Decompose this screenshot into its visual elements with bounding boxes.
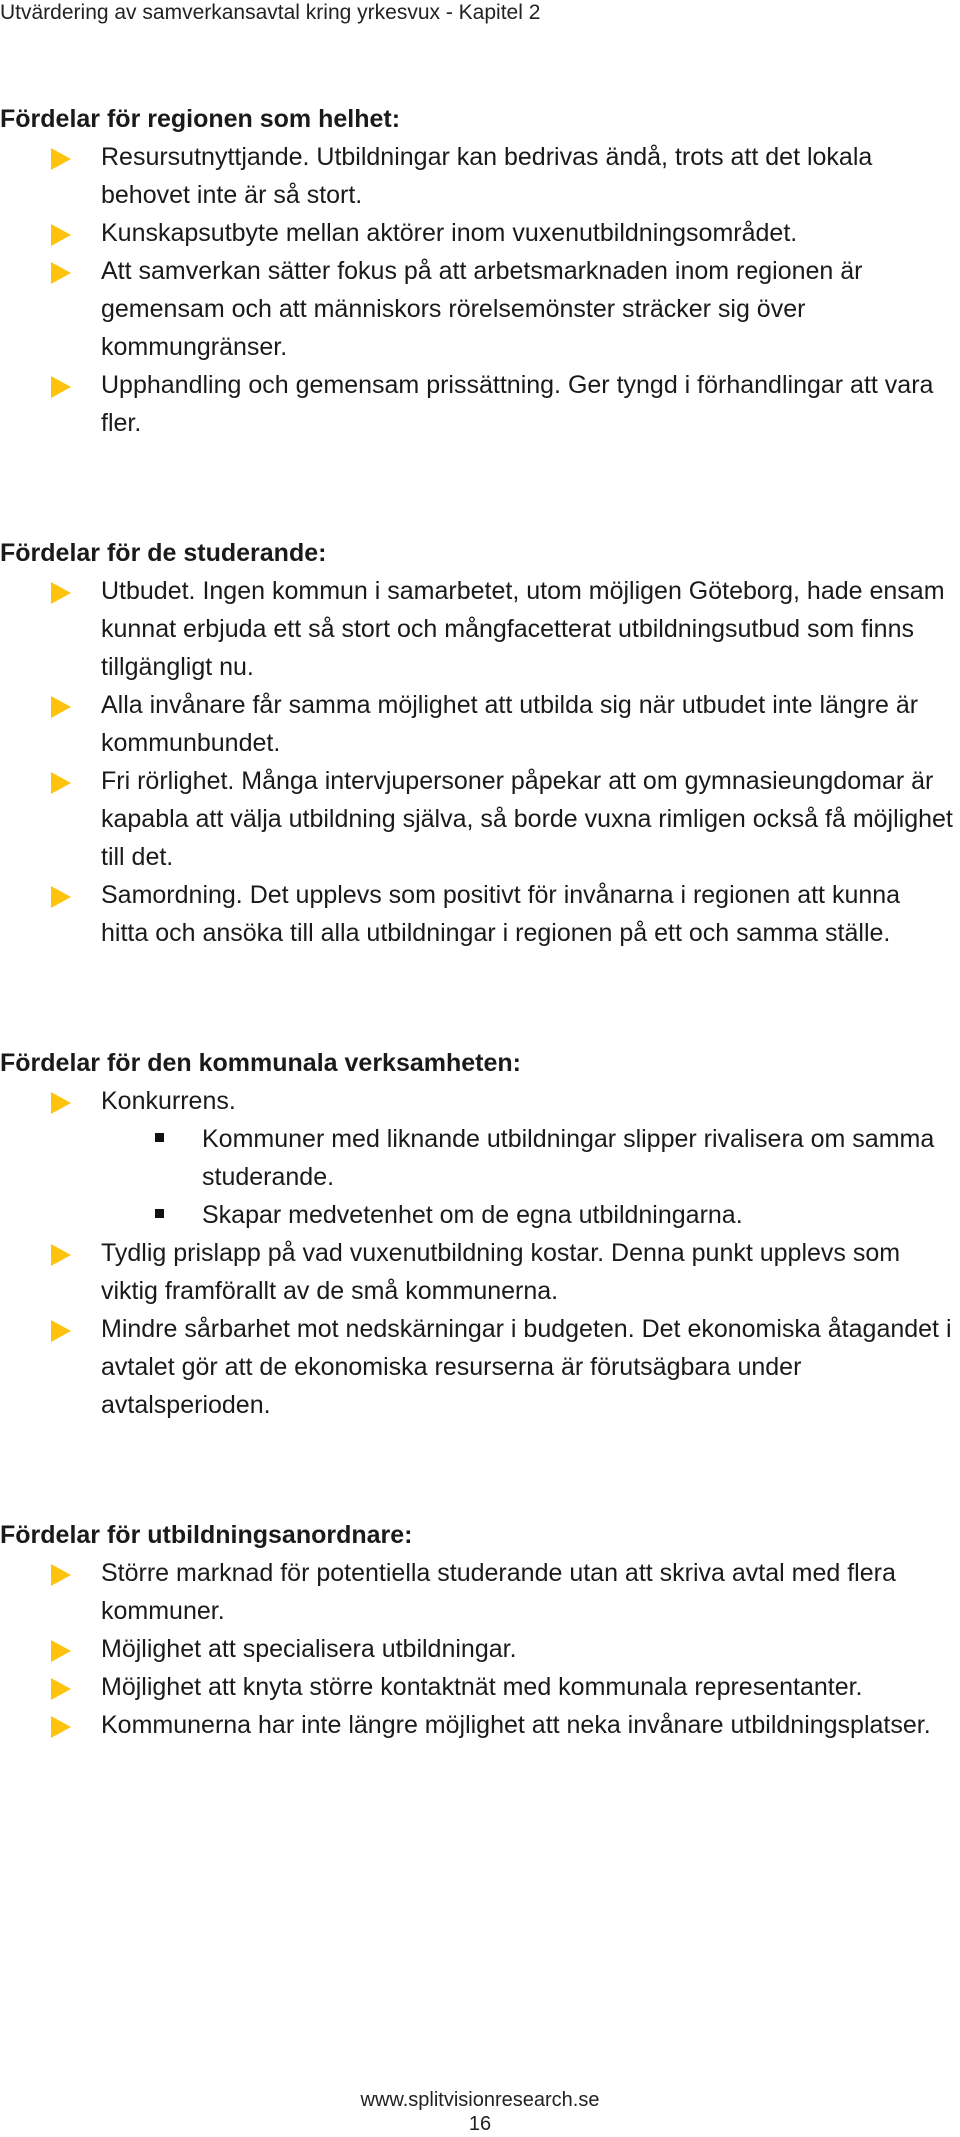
sub-list-item: [101, 1120, 954, 1196]
list-item-text: Resursutnyttjande. Utbildningar kan bedrivas ändå, trots att det lokala behovet inte är så stort.: [101, 143, 873, 209]
triangle-right-icon: [51, 1320, 71, 1342]
list-item-text: Kunskapsutbyte mellan aktörer inom vuxenutbildningsområdet.: [101, 219, 798, 247]
list-item: [0, 1630, 960, 1668]
list-item: [0, 1706, 960, 1744]
triangle-right-icon: [51, 582, 71, 604]
triangle-right-icon: [51, 1244, 71, 1266]
list-item: [0, 1234, 960, 1310]
square-bullet-icon: [155, 1209, 164, 1218]
list-item-text: Fri rörlighet. Många intervjupersoner påpekar att om gymnasieungdomar är kapabla att välja utbildning själva, så borde vuxna rimligen också få möjlighet till det.: [101, 767, 953, 871]
list-item-text: Utbudet. Ingen kommun i samarbetet, utom möjligen Göteborg, hade ensam kunnat erbjuda ett så stort och mångfacetterat utbildningsutbud som finns tillgängligt nu.: [101, 577, 945, 681]
triangle-right-icon: [51, 376, 71, 398]
triangle-right-icon: [51, 1564, 71, 1586]
list-item: [0, 876, 960, 952]
section-heading: Fördelar för regionen som helhet:: [0, 105, 401, 133]
list-item-text: Upphandling och gemensam prissättning. Ger tyngd i förhandlingar att vara fler.: [101, 371, 934, 437]
list-item: [0, 214, 960, 252]
bullet-list: [0, 1554, 960, 1744]
list-item: [0, 1082, 960, 1234]
footer-website: www.splitvisionresearch.se: [360, 2089, 600, 2111]
triangle-right-icon: [51, 148, 71, 170]
list-item: [0, 138, 960, 214]
section-heading: Fördelar för den kommunala verksamheten:: [0, 1049, 521, 1077]
list-item: [0, 686, 960, 762]
list-item: [0, 1554, 960, 1630]
list-item: [0, 252, 960, 366]
document-body: [0, 100, 960, 1744]
triangle-right-icon: [51, 1092, 71, 1114]
page-number: 16: [468, 2113, 492, 2135]
list-item: [0, 572, 960, 686]
triangle-right-icon: [51, 772, 71, 794]
bullet-list: [0, 1082, 960, 1424]
list-item-text: Tydlig prislapp på vad vuxenutbildning kostar. Denna punkt upplevs som viktig framförallt av de små kommunerna.: [101, 1239, 901, 1305]
list-item-text: Kommunerna har inte längre möjlighet att neka invånare utbildningsplatser.: [101, 1711, 931, 1739]
triangle-right-icon: [51, 1678, 71, 1700]
triangle-right-icon: [51, 696, 71, 718]
list-item: [0, 366, 960, 442]
square-bullet-icon: [155, 1133, 164, 1142]
triangle-right-icon: [51, 224, 71, 246]
bullet-list: [0, 572, 960, 952]
section-municipal: [0, 1044, 960, 1424]
list-item-text: Större marknad för potentiella studerande utan att skriva avtal med flera kommuner.: [101, 1559, 896, 1625]
section-heading: Fördelar för utbildningsanordnare:: [0, 1521, 413, 1549]
list-item-text: Alla invånare får samma möjlighet att utbilda sig när utbudet inte längre är kommunbundet.: [101, 691, 919, 757]
list-item-text: Möjlighet att specialisera utbildningar.: [101, 1635, 517, 1663]
sub-list-item: [101, 1196, 954, 1234]
section-heading: Fördelar för de studerande:: [0, 539, 327, 567]
triangle-right-icon: [51, 262, 71, 284]
sub-bullet-list: [101, 1120, 954, 1234]
list-item-text: Möjlighet att knyta större kontaktnät med kommunala representanter.: [101, 1673, 863, 1701]
bullet-list: [0, 138, 960, 442]
list-item-text: Mindre sårbarhet mot nedskärningar i budgeten. Det ekonomiska åtagandet i avtalet gör att de ekonomiska resurserna är förutsägbara under avtalsperioden.: [101, 1315, 952, 1419]
sub-list-item-text: Skapar medvetenhet om de egna utbildningarna.: [202, 1201, 743, 1229]
list-item-text: Samordning. Det upplevs som positivt för invånarna i regionen att kunna hitta och ansöka till alla utbildningar i regionen på ett och samma ställe.: [101, 881, 901, 947]
list-item: [0, 1310, 960, 1424]
page-footer: [0, 2088, 960, 2136]
section-region: [0, 100, 960, 442]
section-providers: [0, 1516, 960, 1744]
running-header: Utvärdering av samverkansavtal kring yrkesvux - Kapitel 2: [0, 1, 541, 24]
list-item: [0, 1668, 960, 1706]
triangle-right-icon: [51, 1716, 71, 1738]
triangle-right-icon: [51, 1640, 71, 1662]
list-item: [0, 762, 960, 876]
triangle-right-icon: [51, 886, 71, 908]
sub-list-item-text: Kommuner med liknande utbildningar slipper rivalisera om samma studerande.: [202, 1125, 935, 1191]
section-students: [0, 534, 960, 952]
list-item-text: Konkurrens.: [101, 1087, 236, 1115]
list-item-text: Att samverkan sätter fokus på att arbetsmarknaden inom regionen är gemensam och att människors rörelsemönster sträcker sig över kommungränser.: [101, 257, 863, 361]
